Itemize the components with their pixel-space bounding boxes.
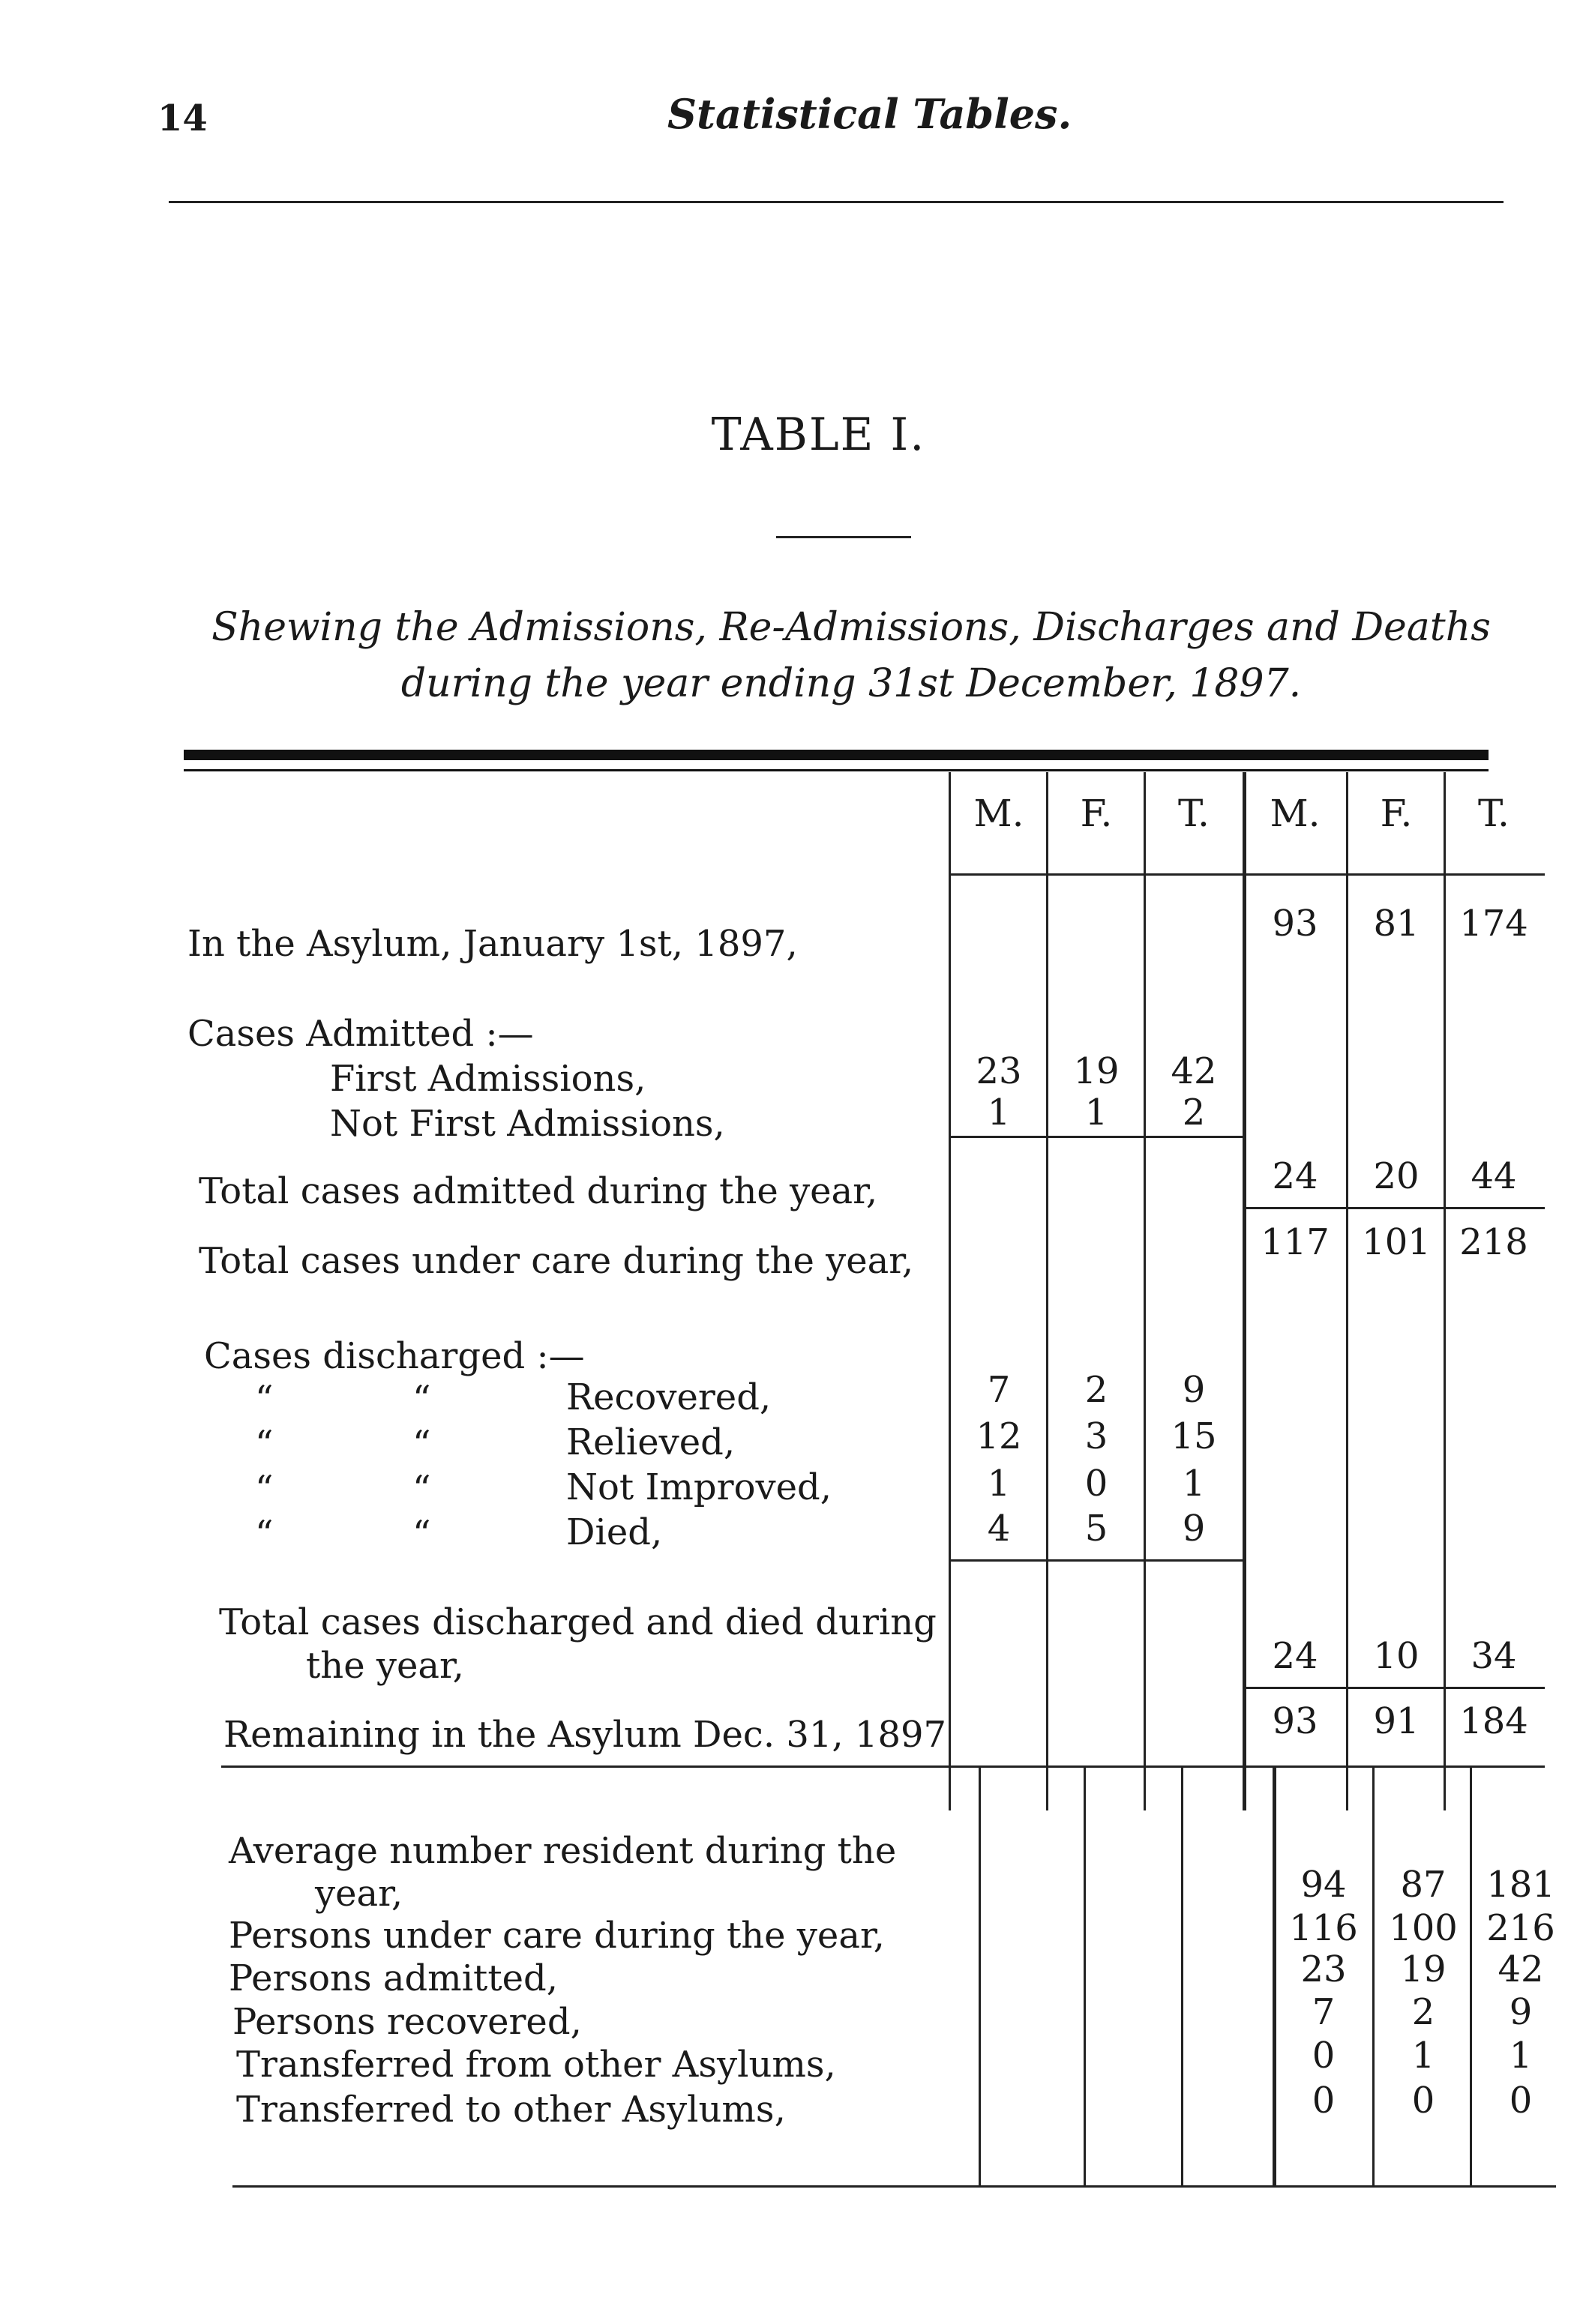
- cell: 5: [1084, 1508, 1108, 1550]
- ditto-mark: “: [255, 1468, 274, 1510]
- cell: 2: [1182, 1092, 1206, 1134]
- cell: 2: [1411, 1991, 1435, 2033]
- caption-line-2: during the year ending 31st December, 1897.: [400, 661, 1302, 707]
- page-number: 14: [157, 97, 208, 139]
- cell: 1: [987, 1463, 1011, 1505]
- row-label-died: Died,: [566, 1511, 663, 1553]
- col-header-right-m: M.: [1270, 792, 1321, 835]
- total-rule: [1245, 1207, 1545, 1209]
- cell: 1: [1182, 1463, 1206, 1505]
- subtotal-rule: [949, 1559, 1245, 1562]
- running-title: Statistical Tables.: [667, 90, 1072, 138]
- cell: 10: [1373, 1635, 1420, 1677]
- col-header-right-f: F.: [1380, 792, 1413, 835]
- section-heading-cases-discharged: Cases discharged :—: [204, 1335, 585, 1377]
- row-label-persons-admitted: Persons admitted,: [229, 1957, 559, 1999]
- cell: 1: [1509, 2035, 1533, 2077]
- cell: 93: [1272, 1700, 1318, 1742]
- cell: 34: [1471, 1635, 1517, 1677]
- header-rule: [169, 201, 1504, 203]
- cell: 94: [1300, 1864, 1347, 1906]
- cell: 19: [1073, 1050, 1120, 1092]
- ditto-mark: “: [412, 1378, 431, 1420]
- ditto-mark: “: [255, 1513, 274, 1555]
- cell: 3: [1084, 1415, 1108, 1457]
- table-top-thick-rule: [184, 750, 1489, 760]
- row-label-total-under-care: Total cases under care during the year,: [199, 1240, 914, 1282]
- cell: 12: [976, 1415, 1022, 1457]
- header-underline: [949, 873, 1545, 876]
- title-divider: [776, 536, 911, 538]
- total-rule: [1245, 1687, 1545, 1689]
- cell: 1: [1084, 1092, 1108, 1134]
- column-rule: [1144, 772, 1146, 1810]
- cell: 87: [1400, 1864, 1447, 1906]
- row-label-average-resident-line-2: year,: [315, 1873, 403, 1915]
- cell: 101: [1362, 1221, 1431, 1263]
- table-top-thin-rule: [184, 769, 1489, 771]
- cell: 23: [976, 1050, 1022, 1092]
- caption-line-1: Shewing the Admissions, Re-Admissions, Discharges and Deaths: [211, 605, 1491, 650]
- column-rule: [1181, 1768, 1183, 2188]
- cell: 117: [1261, 1221, 1330, 1263]
- section-heading-cases-admitted: Cases Admitted :—: [187, 1013, 534, 1055]
- col-header-left-f: F.: [1080, 792, 1113, 835]
- column-rule: [1046, 772, 1048, 1810]
- page-header: [157, 90, 1507, 150]
- cell: 4: [987, 1508, 1011, 1550]
- cell: 116: [1289, 1907, 1358, 1949]
- row-label-relieved: Relieved,: [566, 1421, 736, 1463]
- section-rule: [221, 1765, 1545, 1768]
- cell: 184: [1459, 1700, 1528, 1742]
- ditto-mark: “: [412, 1423, 431, 1465]
- table-bottom-rule: [232, 2185, 1556, 2188]
- col-header-right-t: T.: [1478, 792, 1510, 835]
- row-label-transferred-to: Transferred to other Asylums,: [236, 2089, 786, 2131]
- cell: 100: [1389, 1907, 1458, 1949]
- table-caption: [180, 600, 1522, 713]
- cell: 23: [1300, 1948, 1347, 1990]
- cell: 93: [1272, 903, 1318, 945]
- cell: 9: [1509, 1991, 1533, 2033]
- cell: 1: [1411, 2035, 1435, 2077]
- cell: 91: [1373, 1700, 1420, 1742]
- row-label-transferred-from: Transferred from other Asylums,: [236, 2044, 836, 2086]
- column-rule: [1084, 1768, 1086, 2188]
- cell: 216: [1486, 1907, 1555, 1949]
- cell: 24: [1272, 1635, 1318, 1677]
- cell: 181: [1486, 1864, 1555, 1906]
- row-label-first-admissions: First Admissions,: [330, 1058, 646, 1100]
- cell: 7: [1312, 1991, 1336, 2033]
- row-label-not-first-admissions: Not First Admissions,: [330, 1103, 725, 1145]
- cell: 81: [1373, 903, 1420, 945]
- ditto-mark: “: [255, 1423, 274, 1465]
- cell: 7: [987, 1369, 1011, 1411]
- cell: 0: [1411, 2080, 1435, 2122]
- row-label-persons-recovered: Persons recovered,: [232, 2001, 582, 2043]
- cell: 174: [1459, 903, 1528, 945]
- row-label-persons-under-care: Persons under care during the year,: [229, 1915, 885, 1957]
- col-header-left-t: T.: [1178, 792, 1210, 835]
- col-header-left-m: M.: [973, 792, 1024, 835]
- cell: 0: [1312, 2080, 1336, 2122]
- cell: 44: [1471, 1155, 1517, 1197]
- ditto-mark: “: [255, 1378, 274, 1420]
- row-label-recovered: Recovered,: [566, 1376, 772, 1418]
- cell: 42: [1498, 1948, 1544, 1990]
- cell: 24: [1272, 1155, 1318, 1197]
- cell: 9: [1182, 1508, 1206, 1550]
- subtotal-rule: [949, 1136, 1245, 1138]
- cell: 19: [1400, 1948, 1447, 1990]
- column-rule: [979, 1768, 981, 2188]
- cell: 0: [1084, 1463, 1108, 1505]
- row-label-total-discharged-line-2: the year,: [306, 1645, 464, 1687]
- row-label-total-admitted: Total cases admitted during the year,: [199, 1170, 878, 1212]
- cell: 0: [1509, 2080, 1533, 2122]
- row-label-average-resident-line-1: Average number resident during the: [229, 1830, 897, 1872]
- cell: 1: [987, 1092, 1011, 1134]
- column-rule: [949, 772, 951, 1810]
- table-title: TABLE I.: [711, 409, 926, 461]
- cell: 15: [1171, 1415, 1217, 1457]
- cell: 42: [1171, 1050, 1217, 1092]
- row-label-in-asylum: In the Asylum, January 1st, 1897,: [187, 923, 798, 965]
- row-label-remaining: Remaining in the Asylum Dec. 31, 1897: [223, 1714, 947, 1756]
- cell: 20: [1373, 1155, 1420, 1197]
- ditto-mark: “: [412, 1468, 431, 1510]
- cell: 0: [1312, 2035, 1336, 2077]
- cell: 218: [1459, 1221, 1528, 1263]
- cell: 9: [1182, 1369, 1206, 1411]
- ditto-mark: “: [412, 1513, 431, 1555]
- row-label-not-improved: Not Improved,: [566, 1466, 832, 1508]
- row-label-total-discharged-line-1: Total cases discharged and died during: [219, 1601, 937, 1643]
- cell: 2: [1084, 1369, 1108, 1411]
